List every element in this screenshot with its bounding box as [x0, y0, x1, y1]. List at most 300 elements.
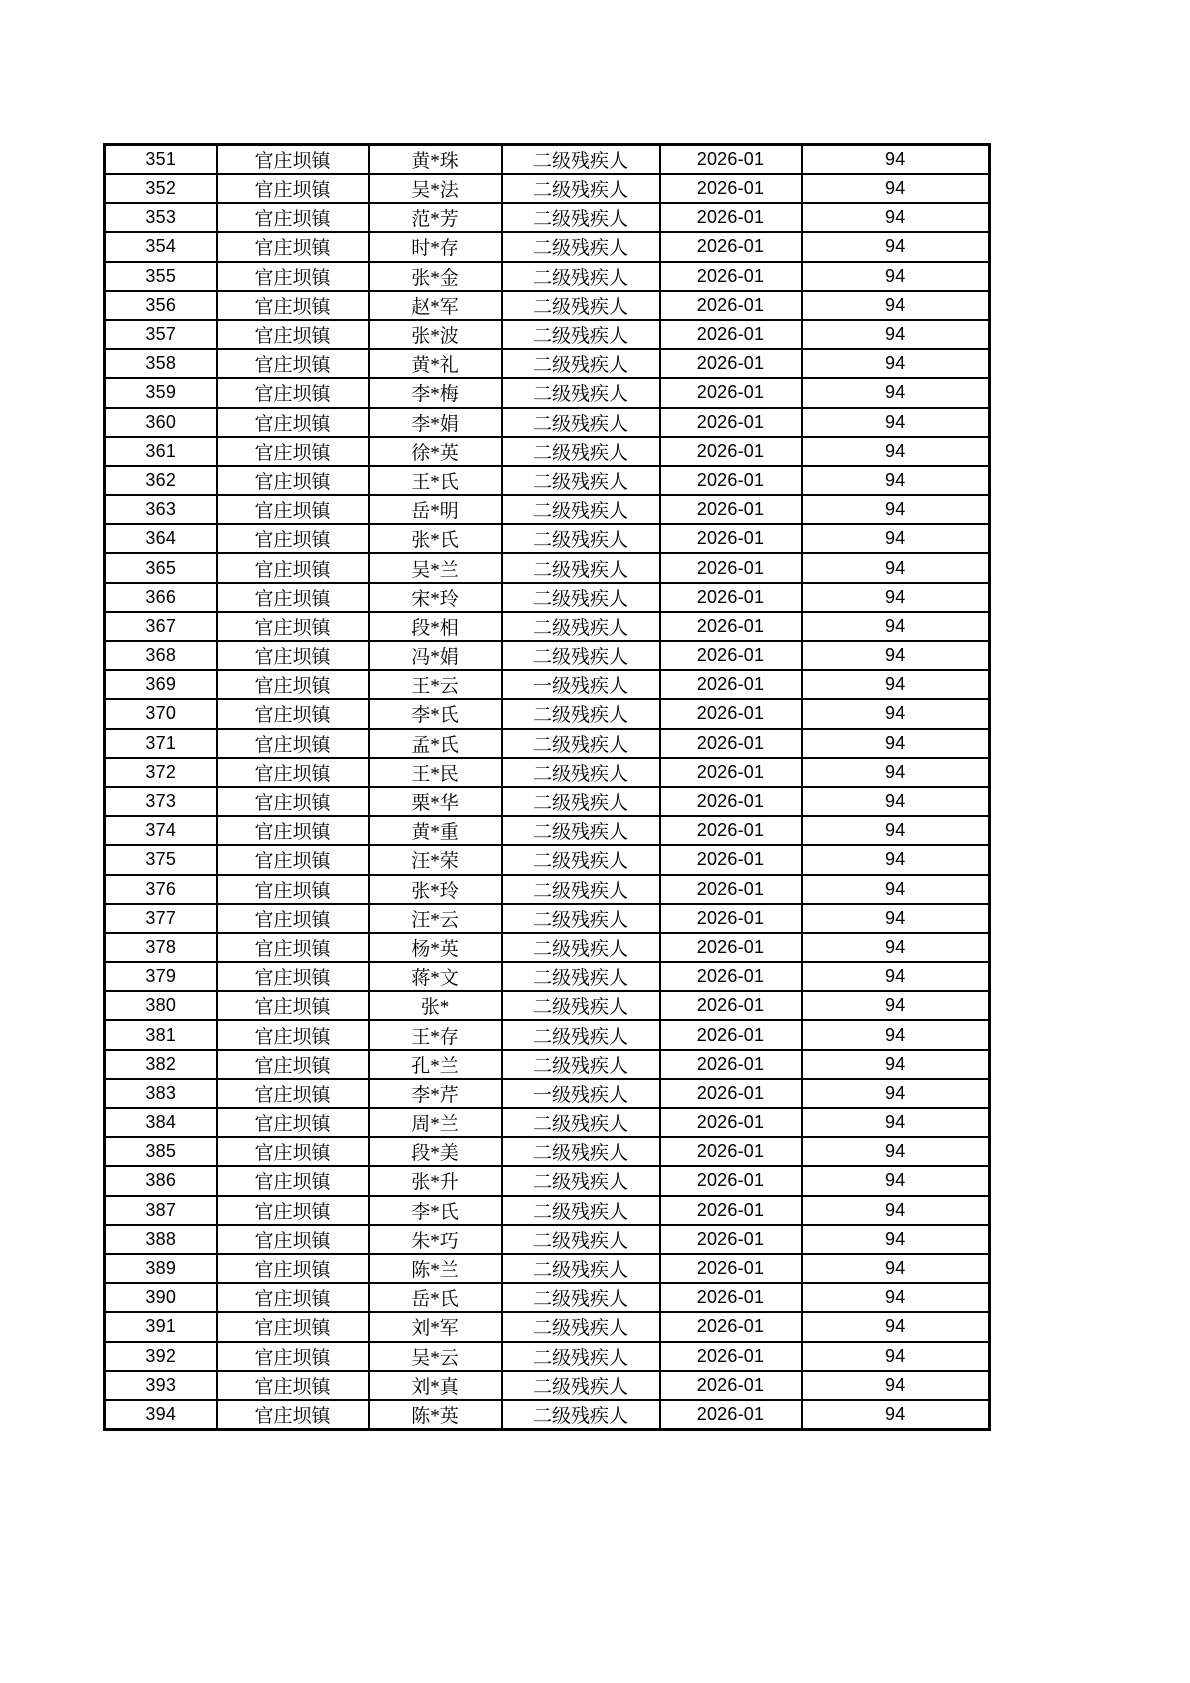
cell-person-name: 范*芳 [369, 203, 502, 232]
cell-grant-month: 2026-01 [660, 612, 802, 641]
table-row [105, 1020, 990, 1049]
cell-amount: 94 [802, 1342, 990, 1371]
cell-disability-level: 二级残疾人 [502, 466, 660, 495]
cell-person-name: 段*美 [369, 1137, 502, 1166]
cell-disability-level: 二级残疾人 [502, 1254, 660, 1283]
table-row [105, 408, 990, 437]
cell-amount: 94 [802, 699, 990, 728]
cell-amount: 94 [802, 1400, 990, 1430]
cell-amount: 94 [802, 583, 990, 612]
cell-amount: 94 [802, 1079, 990, 1108]
cell-sequence-number: 394 [105, 1400, 217, 1430]
cell-disability-level: 二级残疾人 [502, 1196, 660, 1225]
table-body [105, 145, 990, 1430]
cell-town: 官庄坝镇 [217, 904, 369, 933]
cell-person-name: 冯*娟 [369, 641, 502, 670]
cell-town: 官庄坝镇 [217, 1342, 369, 1371]
cell-sequence-number: 368 [105, 641, 217, 670]
cell-grant-month: 2026-01 [660, 1137, 802, 1166]
cell-amount: 94 [802, 1225, 990, 1254]
cell-disability-level: 二级残疾人 [502, 1400, 660, 1430]
cell-town: 官庄坝镇 [217, 349, 369, 378]
cell-town: 官庄坝镇 [217, 962, 369, 991]
cell-disability-level: 二级残疾人 [502, 349, 660, 378]
cell-grant-month: 2026-01 [660, 1283, 802, 1312]
cell-disability-level: 二级残疾人 [502, 378, 660, 407]
cell-grant-month: 2026-01 [660, 378, 802, 407]
cell-amount: 94 [802, 466, 990, 495]
cell-amount: 94 [802, 845, 990, 874]
table-row [105, 378, 990, 407]
table-row [105, 904, 990, 933]
cell-town: 官庄坝镇 [217, 875, 369, 904]
cell-town: 官庄坝镇 [217, 378, 369, 407]
cell-sequence-number: 376 [105, 875, 217, 904]
cell-grant-month: 2026-01 [660, 699, 802, 728]
cell-town: 官庄坝镇 [217, 933, 369, 962]
cell-grant-month: 2026-01 [660, 174, 802, 203]
cell-disability-level: 二级残疾人 [502, 933, 660, 962]
cell-disability-level: 二级残疾人 [502, 612, 660, 641]
cell-town: 官庄坝镇 [217, 1371, 369, 1400]
cell-grant-month: 2026-01 [660, 1020, 802, 1049]
cell-grant-month: 2026-01 [660, 349, 802, 378]
cell-person-name: 吴*法 [369, 174, 502, 203]
cell-sequence-number: 369 [105, 670, 217, 699]
table-row [105, 933, 990, 962]
cell-person-name: 李*氏 [369, 699, 502, 728]
cell-person-name: 张*波 [369, 320, 502, 349]
cell-sequence-number: 366 [105, 583, 217, 612]
cell-person-name: 李*氏 [369, 1196, 502, 1225]
cell-sequence-number: 393 [105, 1371, 217, 1400]
table-row [105, 845, 990, 874]
cell-disability-level: 二级残疾人 [502, 495, 660, 524]
cell-person-name: 岳*氏 [369, 1283, 502, 1312]
cell-amount: 94 [802, 495, 990, 524]
cell-person-name: 张* [369, 991, 502, 1020]
cell-disability-level: 二级残疾人 [502, 787, 660, 816]
cell-sequence-number: 375 [105, 845, 217, 874]
cell-town: 官庄坝镇 [217, 262, 369, 291]
table-row [105, 1254, 990, 1283]
cell-disability-level: 二级残疾人 [502, 203, 660, 232]
table-row [105, 758, 990, 787]
cell-town: 官庄坝镇 [217, 699, 369, 728]
table-row [105, 1196, 990, 1225]
cell-amount: 94 [802, 437, 990, 466]
cell-sequence-number: 381 [105, 1020, 217, 1049]
cell-disability-level: 二级残疾人 [502, 758, 660, 787]
cell-disability-level: 二级残疾人 [502, 1020, 660, 1049]
cell-grant-month: 2026-01 [660, 758, 802, 787]
cell-disability-level: 二级残疾人 [502, 1342, 660, 1371]
cell-person-name: 蒋*文 [369, 962, 502, 991]
cell-grant-month: 2026-01 [660, 524, 802, 553]
cell-disability-level: 二级残疾人 [502, 1137, 660, 1166]
cell-amount: 94 [802, 904, 990, 933]
cell-disability-level: 二级残疾人 [502, 553, 660, 582]
cell-person-name: 段*相 [369, 612, 502, 641]
table-row [105, 1342, 990, 1371]
cell-disability-level: 二级残疾人 [502, 816, 660, 845]
cell-person-name: 刘*真 [369, 1371, 502, 1400]
cell-person-name: 张*升 [369, 1166, 502, 1195]
cell-sequence-number: 374 [105, 816, 217, 845]
cell-disability-level: 二级残疾人 [502, 904, 660, 933]
cell-sequence-number: 388 [105, 1225, 217, 1254]
cell-grant-month: 2026-01 [660, 1342, 802, 1371]
cell-grant-month: 2026-01 [660, 729, 802, 758]
cell-disability-level: 二级残疾人 [502, 524, 660, 553]
cell-sequence-number: 355 [105, 262, 217, 291]
cell-person-name: 李*娟 [369, 408, 502, 437]
cell-person-name: 孔*兰 [369, 1050, 502, 1079]
cell-person-name: 杨*英 [369, 933, 502, 962]
cell-sequence-number: 370 [105, 699, 217, 728]
cell-grant-month: 2026-01 [660, 1225, 802, 1254]
table-row [105, 670, 990, 699]
cell-disability-level: 一级残疾人 [502, 670, 660, 699]
cell-town: 官庄坝镇 [217, 1137, 369, 1166]
cell-grant-month: 2026-01 [660, 1050, 802, 1079]
cell-sequence-number: 352 [105, 174, 217, 203]
table-row [105, 1079, 990, 1108]
cell-disability-level: 二级残疾人 [502, 1108, 660, 1137]
cell-town: 官庄坝镇 [217, 232, 369, 261]
cell-grant-month: 2026-01 [660, 1254, 802, 1283]
cell-sequence-number: 380 [105, 991, 217, 1020]
cell-person-name: 栗*华 [369, 787, 502, 816]
table-row [105, 1371, 990, 1400]
cell-disability-level: 二级残疾人 [502, 320, 660, 349]
cell-sequence-number: 358 [105, 349, 217, 378]
cell-sequence-number: 373 [105, 787, 217, 816]
cell-grant-month: 2026-01 [660, 1079, 802, 1108]
cell-grant-month: 2026-01 [660, 1371, 802, 1400]
cell-amount: 94 [802, 232, 990, 261]
cell-grant-month: 2026-01 [660, 232, 802, 261]
cell-town: 官庄坝镇 [217, 670, 369, 699]
table-row [105, 232, 990, 261]
cell-grant-month: 2026-01 [660, 991, 802, 1020]
cell-grant-month: 2026-01 [660, 1312, 802, 1341]
cell-town: 官庄坝镇 [217, 816, 369, 845]
table-row [105, 1050, 990, 1079]
cell-grant-month: 2026-01 [660, 1166, 802, 1195]
cell-sequence-number: 379 [105, 962, 217, 991]
cell-disability-level: 二级残疾人 [502, 641, 660, 670]
cell-sequence-number: 371 [105, 729, 217, 758]
cell-town: 官庄坝镇 [217, 583, 369, 612]
cell-town: 官庄坝镇 [217, 174, 369, 203]
cell-person-name: 黄*礼 [369, 349, 502, 378]
cell-town: 官庄坝镇 [217, 203, 369, 232]
cell-disability-level: 二级残疾人 [502, 262, 660, 291]
cell-town: 官庄坝镇 [217, 1283, 369, 1312]
cell-sequence-number: 359 [105, 378, 217, 407]
cell-person-name: 王*存 [369, 1020, 502, 1049]
cell-sequence-number: 384 [105, 1108, 217, 1137]
table-row [105, 1108, 990, 1137]
table-row [105, 787, 990, 816]
cell-disability-level: 二级残疾人 [502, 145, 660, 175]
cell-sequence-number: 391 [105, 1312, 217, 1341]
cell-sequence-number: 378 [105, 933, 217, 962]
cell-grant-month: 2026-01 [660, 845, 802, 874]
table-row [105, 203, 990, 232]
cell-town: 官庄坝镇 [217, 729, 369, 758]
cell-grant-month: 2026-01 [660, 1400, 802, 1430]
cell-town: 官庄坝镇 [217, 408, 369, 437]
cell-person-name: 周*兰 [369, 1108, 502, 1137]
cell-amount: 94 [802, 933, 990, 962]
cell-person-name: 宋*玲 [369, 583, 502, 612]
cell-disability-level: 二级残疾人 [502, 845, 660, 874]
cell-town: 官庄坝镇 [217, 291, 369, 320]
cell-grant-month: 2026-01 [660, 203, 802, 232]
cell-amount: 94 [802, 1254, 990, 1283]
table-row [105, 875, 990, 904]
cell-person-name: 时*存 [369, 232, 502, 261]
cell-grant-month: 2026-01 [660, 145, 802, 175]
cell-town: 官庄坝镇 [217, 1196, 369, 1225]
cell-amount: 94 [802, 1108, 990, 1137]
cell-sequence-number: 361 [105, 437, 217, 466]
cell-sequence-number: 372 [105, 758, 217, 787]
cell-town: 官庄坝镇 [217, 1254, 369, 1283]
cell-amount: 94 [802, 408, 990, 437]
cell-grant-month: 2026-01 [660, 787, 802, 816]
cell-disability-level: 二级残疾人 [502, 729, 660, 758]
cell-sequence-number: 377 [105, 904, 217, 933]
table-row [105, 349, 990, 378]
cell-grant-month: 2026-01 [660, 1108, 802, 1137]
cell-disability-level: 二级残疾人 [502, 991, 660, 1020]
cell-amount: 94 [802, 291, 990, 320]
cell-amount: 94 [802, 378, 990, 407]
cell-sequence-number: 356 [105, 291, 217, 320]
cell-sequence-number: 365 [105, 553, 217, 582]
cell-person-name: 朱*巧 [369, 1225, 502, 1254]
table-row [105, 1400, 990, 1430]
cell-town: 官庄坝镇 [217, 787, 369, 816]
cell-grant-month: 2026-01 [660, 553, 802, 582]
cell-disability-level: 二级残疾人 [502, 1050, 660, 1079]
cell-amount: 94 [802, 1050, 990, 1079]
cell-grant-month: 2026-01 [660, 641, 802, 670]
cell-disability-level: 二级残疾人 [502, 1312, 660, 1341]
cell-town: 官庄坝镇 [217, 1225, 369, 1254]
cell-disability-level: 二级残疾人 [502, 232, 660, 261]
cell-amount: 94 [802, 1371, 990, 1400]
cell-town: 官庄坝镇 [217, 1108, 369, 1137]
table-row [105, 641, 990, 670]
cell-amount: 94 [802, 758, 990, 787]
table-row [105, 1137, 990, 1166]
cell-person-name: 刘*军 [369, 1312, 502, 1341]
table-row [105, 1166, 990, 1195]
table-row [105, 262, 990, 291]
cell-disability-level: 二级残疾人 [502, 1371, 660, 1400]
cell-town: 官庄坝镇 [217, 524, 369, 553]
table-row [105, 729, 990, 758]
cell-person-name: 李*芹 [369, 1079, 502, 1108]
cell-amount: 94 [802, 670, 990, 699]
cell-grant-month: 2026-01 [660, 1196, 802, 1225]
cell-person-name: 李*梅 [369, 378, 502, 407]
cell-town: 官庄坝镇 [217, 320, 369, 349]
cell-town: 官庄坝镇 [217, 495, 369, 524]
cell-grant-month: 2026-01 [660, 904, 802, 933]
cell-person-name: 吴*兰 [369, 553, 502, 582]
cell-disability-level: 二级残疾人 [502, 875, 660, 904]
cell-town: 官庄坝镇 [217, 1312, 369, 1341]
cell-sequence-number: 353 [105, 203, 217, 232]
table-row [105, 1312, 990, 1341]
cell-person-name: 汪*荣 [369, 845, 502, 874]
cell-amount: 94 [802, 203, 990, 232]
cell-sequence-number: 367 [105, 612, 217, 641]
cell-sequence-number: 387 [105, 1196, 217, 1225]
cell-amount: 94 [802, 145, 990, 175]
subsidy-roster-table [103, 143, 991, 1431]
cell-disability-level: 二级残疾人 [502, 699, 660, 728]
cell-person-name: 汪*云 [369, 904, 502, 933]
cell-person-name: 王*民 [369, 758, 502, 787]
cell-grant-month: 2026-01 [660, 583, 802, 612]
cell-town: 官庄坝镇 [217, 145, 369, 175]
cell-person-name: 黄*珠 [369, 145, 502, 175]
cell-disability-level: 一级残疾人 [502, 1079, 660, 1108]
cell-disability-level: 二级残疾人 [502, 1225, 660, 1254]
cell-person-name: 吴*云 [369, 1342, 502, 1371]
cell-sequence-number: 392 [105, 1342, 217, 1371]
cell-disability-level: 二级残疾人 [502, 437, 660, 466]
cell-amount: 94 [802, 524, 990, 553]
table-row [105, 145, 990, 175]
table-row [105, 1225, 990, 1254]
cell-sequence-number: 383 [105, 1079, 217, 1108]
cell-amount: 94 [802, 1312, 990, 1341]
cell-town: 官庄坝镇 [217, 466, 369, 495]
cell-person-name: 陈*兰 [369, 1254, 502, 1283]
cell-disability-level: 二级残疾人 [502, 291, 660, 320]
cell-person-name: 张*氏 [369, 524, 502, 553]
cell-amount: 94 [802, 1137, 990, 1166]
cell-sequence-number: 362 [105, 466, 217, 495]
cell-grant-month: 2026-01 [660, 670, 802, 699]
cell-town: 官庄坝镇 [217, 991, 369, 1020]
cell-amount: 94 [802, 1166, 990, 1195]
cell-town: 官庄坝镇 [217, 758, 369, 787]
cell-sequence-number: 389 [105, 1254, 217, 1283]
cell-person-name: 张*玲 [369, 875, 502, 904]
cell-amount: 94 [802, 875, 990, 904]
cell-town: 官庄坝镇 [217, 553, 369, 582]
cell-town: 官庄坝镇 [217, 1400, 369, 1430]
cell-town: 官庄坝镇 [217, 641, 369, 670]
table-row [105, 699, 990, 728]
cell-amount: 94 [802, 641, 990, 670]
cell-sequence-number: 363 [105, 495, 217, 524]
cell-grant-month: 2026-01 [660, 466, 802, 495]
cell-grant-month: 2026-01 [660, 875, 802, 904]
cell-amount: 94 [802, 320, 990, 349]
cell-person-name: 徐*英 [369, 437, 502, 466]
cell-amount: 94 [802, 729, 990, 758]
cell-town: 官庄坝镇 [217, 612, 369, 641]
cell-sequence-number: 360 [105, 408, 217, 437]
cell-sequence-number: 390 [105, 1283, 217, 1312]
table-row [105, 612, 990, 641]
cell-disability-level: 二级残疾人 [502, 408, 660, 437]
table-row [105, 320, 990, 349]
cell-amount: 94 [802, 1283, 990, 1312]
table-row [105, 1283, 990, 1312]
table-row [105, 466, 990, 495]
cell-sequence-number: 364 [105, 524, 217, 553]
table-row [105, 174, 990, 203]
cell-person-name: 王*氏 [369, 466, 502, 495]
cell-amount: 94 [802, 991, 990, 1020]
cell-grant-month: 2026-01 [660, 262, 802, 291]
cell-person-name: 赵*军 [369, 291, 502, 320]
table-row [105, 524, 990, 553]
table-row [105, 553, 990, 582]
cell-town: 官庄坝镇 [217, 1079, 369, 1108]
cell-grant-month: 2026-01 [660, 933, 802, 962]
cell-sequence-number: 385 [105, 1137, 217, 1166]
cell-sequence-number: 386 [105, 1166, 217, 1195]
cell-person-name: 黄*重 [369, 816, 502, 845]
cell-amount: 94 [802, 787, 990, 816]
cell-person-name: 张*金 [369, 262, 502, 291]
cell-grant-month: 2026-01 [660, 437, 802, 466]
cell-amount: 94 [802, 349, 990, 378]
cell-grant-month: 2026-01 [660, 408, 802, 437]
cell-town: 官庄坝镇 [217, 1166, 369, 1195]
cell-sequence-number: 354 [105, 232, 217, 261]
cell-grant-month: 2026-01 [660, 291, 802, 320]
cell-disability-level: 二级残疾人 [502, 1283, 660, 1312]
table-row [105, 991, 990, 1020]
cell-amount: 94 [802, 816, 990, 845]
cell-town: 官庄坝镇 [217, 1050, 369, 1079]
table-row [105, 495, 990, 524]
cell-amount: 94 [802, 262, 990, 291]
cell-amount: 94 [802, 1196, 990, 1225]
cell-town: 官庄坝镇 [217, 437, 369, 466]
cell-grant-month: 2026-01 [660, 320, 802, 349]
cell-amount: 94 [802, 1020, 990, 1049]
cell-grant-month: 2026-01 [660, 816, 802, 845]
cell-amount: 94 [802, 962, 990, 991]
cell-person-name: 孟*氏 [369, 729, 502, 758]
table-row [105, 583, 990, 612]
table-row [105, 437, 990, 466]
cell-grant-month: 2026-01 [660, 495, 802, 524]
cell-sequence-number: 351 [105, 145, 217, 175]
table-row [105, 291, 990, 320]
cell-amount: 94 [802, 612, 990, 641]
cell-disability-level: 二级残疾人 [502, 962, 660, 991]
cell-town: 官庄坝镇 [217, 845, 369, 874]
cell-grant-month: 2026-01 [660, 962, 802, 991]
table-row [105, 962, 990, 991]
cell-amount: 94 [802, 553, 990, 582]
cell-person-name: 王*云 [369, 670, 502, 699]
